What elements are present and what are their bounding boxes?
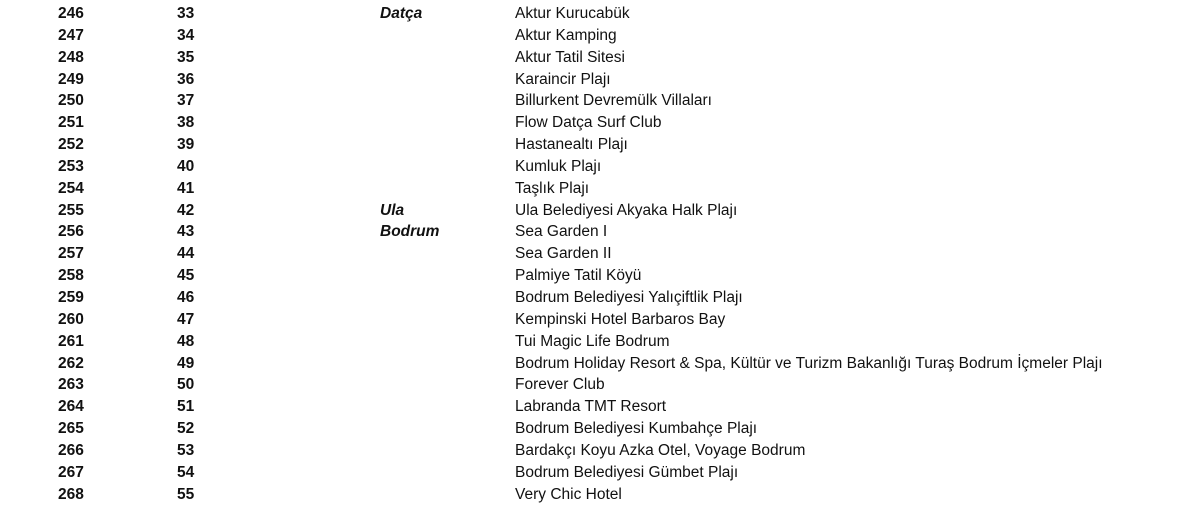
table-row xyxy=(0,396,1200,418)
row-beach-name: Sea Garden II xyxy=(515,245,612,263)
table-row xyxy=(0,353,1200,375)
row-district: Datça xyxy=(380,5,423,22)
table-row xyxy=(0,374,1200,396)
table-row xyxy=(0,418,1200,440)
row-sub-number: 52 xyxy=(177,420,195,438)
row-sub-number: 34 xyxy=(177,26,195,44)
table-row xyxy=(0,287,1200,309)
row-beach-name: Bodrum Belediyesi Gümbet Plajı xyxy=(515,463,739,481)
row-beach-name: Karaincir Plajı xyxy=(515,70,611,88)
row-number: 262 xyxy=(58,354,84,372)
table-row xyxy=(0,200,1200,222)
row-number: 249 xyxy=(58,70,84,88)
row-number: 267 xyxy=(58,463,84,481)
table-row xyxy=(0,112,1200,134)
row-beach-name: Bodrum Belediyesi Kumbahçe Plajı xyxy=(515,420,758,438)
row-sub-number: 38 xyxy=(177,114,195,132)
row-beach-name: Aktur Kamping xyxy=(515,26,617,44)
row-beach-name: Tui Magic Life Bodrum xyxy=(515,332,670,350)
row-number: 255 xyxy=(58,201,84,219)
row-sub-number: 47 xyxy=(177,310,195,328)
row-number: 258 xyxy=(58,267,84,285)
row-sub-number: 55 xyxy=(177,485,195,503)
table-row xyxy=(0,69,1200,91)
row-number: 268 xyxy=(58,485,84,503)
row-sub-number: 43 xyxy=(177,223,195,241)
row-beach-name: Palmiye Tatil Köyü xyxy=(515,267,642,285)
row-sub-number: 45 xyxy=(177,267,195,285)
table-row xyxy=(0,440,1200,462)
row-beach-name: Kumluk Plajı xyxy=(515,157,602,175)
row-number: 256 xyxy=(58,223,84,241)
beach-list-table xyxy=(0,3,1200,505)
row-number: 257 xyxy=(58,245,84,263)
row-sub-number: 44 xyxy=(177,245,195,263)
row-number: 263 xyxy=(58,376,84,394)
row-sub-number: 41 xyxy=(177,179,195,197)
table-row xyxy=(0,243,1200,265)
row-beach-name: Flow Datça Surf Club xyxy=(515,114,662,132)
row-sub-number: 53 xyxy=(177,441,195,459)
row-sub-number: 54 xyxy=(177,463,195,481)
row-sub-number: 36 xyxy=(177,70,195,88)
row-number: 264 xyxy=(58,398,84,416)
row-sub-number: 40 xyxy=(177,157,195,175)
row-number: 247 xyxy=(58,26,84,44)
row-beach-name: Ula Belediyesi Akyaka Halk Plajı xyxy=(515,201,738,219)
row-beach-name: Bodrum Holiday Resort & Spa, Kültür ve Turizm Bakanlığı Turaş Bodrum İçmeler Plajı xyxy=(515,354,1103,372)
row-number: 250 xyxy=(58,92,84,110)
row-number: 261 xyxy=(58,332,84,350)
row-number: 259 xyxy=(58,288,84,306)
table-row xyxy=(0,331,1200,353)
table-row xyxy=(0,90,1200,112)
table-row xyxy=(0,134,1200,156)
row-number: 260 xyxy=(58,310,84,328)
row-district: Ula xyxy=(380,201,405,219)
row-sub-number: 42 xyxy=(177,201,195,219)
table-row xyxy=(0,462,1200,484)
clipped-previous-row-text xyxy=(515,0,735,2)
row-beach-name: Aktur Kurucabük xyxy=(515,5,630,22)
row-number: 253 xyxy=(58,157,84,175)
row-beach-name: Billurkent Devremülk Villaları xyxy=(515,92,712,110)
row-beach-name: Bardakçı Koyu Azka Otel, Voyage Bodrum xyxy=(515,441,806,459)
row-number: 251 xyxy=(58,114,84,132)
table-row xyxy=(0,3,1200,25)
row-sub-number: 49 xyxy=(177,354,195,372)
row-beach-name: Sea Garden I xyxy=(515,223,608,241)
row-number: 246 xyxy=(58,5,84,22)
table-row xyxy=(0,309,1200,331)
table-row xyxy=(0,47,1200,69)
row-beach-name: Bodrum Belediyesi Yalıçiftlik Plajı xyxy=(515,288,743,306)
row-sub-number: 46 xyxy=(177,288,195,306)
row-district: Bodrum xyxy=(380,223,440,241)
table-row xyxy=(0,221,1200,243)
row-beach-name: Taşlık Plajı xyxy=(515,179,590,197)
row-sub-number: 35 xyxy=(177,48,195,66)
row-number: 248 xyxy=(58,48,84,66)
table-row xyxy=(0,265,1200,287)
row-number: 254 xyxy=(58,179,84,197)
table-row xyxy=(0,178,1200,200)
row-sub-number: 51 xyxy=(177,398,195,416)
row-sub-number: 48 xyxy=(177,332,195,350)
row-number: 266 xyxy=(58,441,84,459)
row-sub-number: 37 xyxy=(177,92,195,110)
row-number: 265 xyxy=(58,420,84,438)
row-beach-name: Aktur Tatil Sitesi xyxy=(515,48,625,66)
row-sub-number: 33 xyxy=(177,5,195,22)
table-row xyxy=(0,25,1200,47)
row-beach-name: Very Chic Hotel xyxy=(515,485,622,503)
row-beach-name: Kempinski Hotel Barbaros Bay xyxy=(515,310,726,328)
row-sub-number: 39 xyxy=(177,136,195,154)
row-number: 252 xyxy=(58,136,84,154)
row-beach-name: Hastanealtı Plajı xyxy=(515,136,628,154)
row-beach-name: Forever Club xyxy=(515,376,605,394)
table-row xyxy=(0,484,1200,506)
table-row xyxy=(0,156,1200,178)
row-beach-name: Labranda TMT Resort xyxy=(515,398,667,416)
row-sub-number: 50 xyxy=(177,376,195,394)
